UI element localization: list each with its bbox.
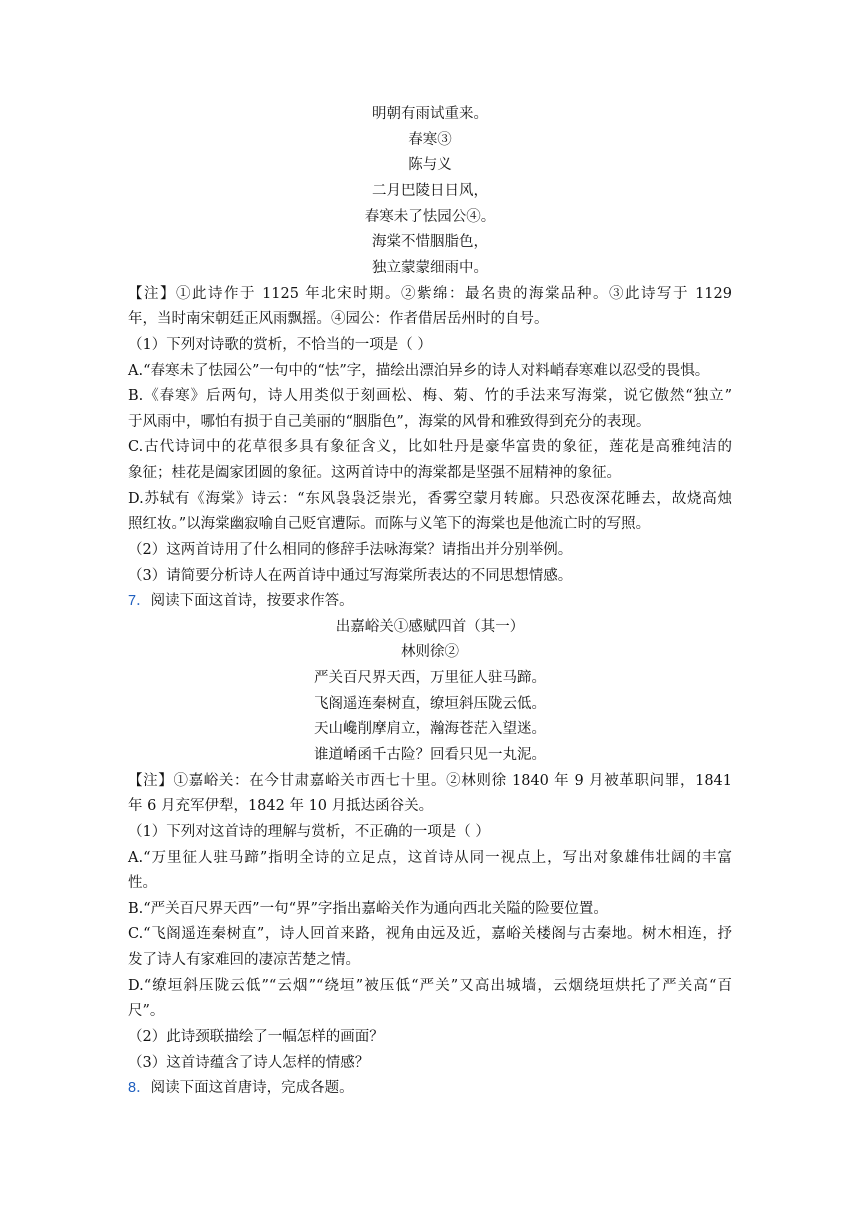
annotation-note: 【注】①此诗作于 1125 年北宋时期。②紫绵：最名贵的海棠品种。③此诗写于 1129	[128, 286, 732, 302]
poem-line: 二月巴陵日日风，	[372, 183, 488, 199]
option-c-cont: 象征；桂花是阖家团圆的象征。这两首诗中的海棠都是坚强不屈精神的象征。	[128, 465, 621, 481]
poem-line: 谁道崤函千古险？回看只见一丸泥。	[314, 747, 546, 763]
poem-line: 海棠不惜胭脂色，	[372, 234, 488, 250]
option-c: C.“飞阁遥连秦树直”，诗人回首来路，视角由远及近，嘉峪关楼阁与古秦地。树木相连，抒	[128, 926, 732, 942]
option-d: D.“缭垣斜压陇云低”“云烟”“绕垣”被压低“严关”又高出城墙，云烟绕垣烘托了严关高“百	[128, 978, 732, 994]
sub-question: （3）请简要分析诗人在两首诗中通过写海棠所表达的不同思想情感。	[128, 568, 573, 584]
sub-question: （1）下列对诗歌的赏析，不恰当的一项是（ ）	[128, 337, 432, 353]
sub-question: （2）此诗颈联描绘了一幅怎样的画面？	[128, 1029, 384, 1045]
poem-title: 出嘉峪关①感赋四首（其一）	[335, 619, 525, 635]
question-7	[128, 591, 354, 611]
option-a-cont: 性。	[128, 875, 157, 891]
sub-question: （1）下列对这首诗的理解与赏析，不正确的一项是（ ）	[128, 824, 490, 840]
question-prompt: 阅读下面这首诗，按要求作答。	[150, 593, 354, 609]
option-a: A.“万里征人驻马蹄”指明全诗的立足点，这首诗从同一视点上，写出对象雄伟壮阔的丰富	[128, 850, 732, 866]
option-d-cont: 照红妆。”以海棠幽寂喻自己贬官遭际。而陈与义笔下的海棠也是他流亡时的写照。	[128, 516, 651, 532]
poem-line: 天山巉削摩肩立，瀚海苍茫入望迷。	[314, 721, 546, 737]
poem-line: 严关百尺界天西，万里征人驻马蹄。	[314, 670, 546, 686]
annotation-note: 【注】①嘉峪关：在今甘肃嘉峪关市西七十里。②林则徐 1840 年 9 月被革职问罪，1841	[128, 773, 732, 789]
sub-question: （2）这两首诗用了什么相同的修辞手法咏海棠？请指出并分别举例。	[128, 542, 573, 558]
question-prompt: 阅读下面这首唐诗，完成各题。	[150, 1080, 354, 1096]
option-d-cont: 尺”。	[128, 1003, 165, 1019]
option-b: B.“严关百尺界天西”一句“界”字指出嘉峪关作为通向西北关隘的险要位置。	[128, 901, 608, 917]
option-a: A.“春寒未了怯园公”一句中的“怯”字，描绘出漂泊异乡的诗人对料峭春寒难以忍受的畏惧。	[128, 363, 710, 379]
poem-line: 独立蒙蒙细雨中。	[372, 260, 488, 276]
question-number: 7．	[128, 593, 151, 609]
poem-title: 春寒③	[408, 132, 452, 148]
option-c-cont: 发了诗人有家难回的凄凉苦楚之情。	[128, 952, 360, 968]
annotation-note: 年 6 月充军伊犁，1842 年 10 月抵达函谷关。	[128, 798, 434, 814]
option-b: B.《春寒》后两句，诗人用类似于刻画松、梅、菊、竹的手法来写海棠，说它傲然“独立”	[128, 388, 732, 404]
poem-line: 春寒未了怯园公④。	[364, 209, 496, 225]
question-number: 8．	[128, 1080, 151, 1096]
poem-line: 明朝有雨试重来。	[372, 106, 488, 122]
annotation-note: 年，当时南宋朝廷正风雨飘摇。④园公：作者借居岳州时的自号。	[128, 311, 549, 327]
poem-line: 飞阁遥连秦树直，缭垣斜压陇云低。	[314, 696, 546, 712]
question-8	[128, 1078, 354, 1098]
poem-author: 林则徐②	[401, 644, 459, 660]
sub-question: （3）这首诗蕴含了诗人怎样的情感？	[128, 1055, 370, 1071]
option-b-cont: 于风雨中，哪怕有损于自己美丽的“胭脂色”，海棠的风骨和雅致得到充分的表现。	[128, 414, 651, 430]
option-d: D.苏轼有《海棠》诗云：“东风袅袅泛崇光，香雾空蒙月转廊。只恐夜深花睡去，故烧高烛	[128, 491, 732, 507]
option-c: C.古代诗词中的花草很多具有象征含义，比如牡丹是豪华富贵的象征，莲花是高雅纯洁的	[128, 439, 732, 455]
poem-author: 陈与义	[408, 157, 452, 173]
